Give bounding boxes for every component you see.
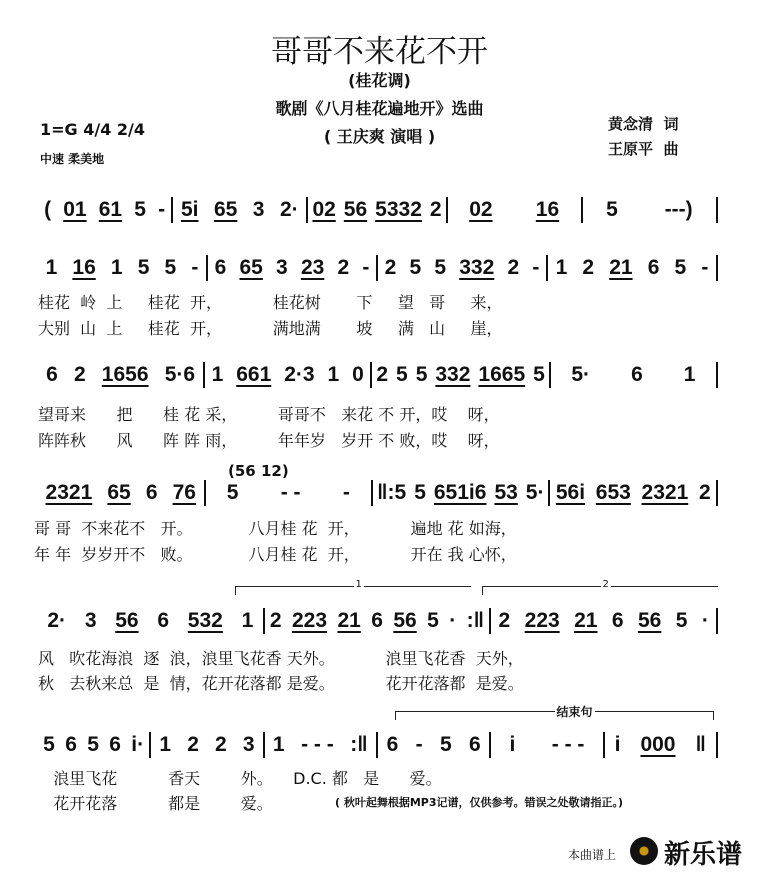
measure bbox=[205, 363, 370, 387]
measure bbox=[551, 363, 716, 387]
note: :‖ bbox=[350, 733, 368, 756]
note: i· bbox=[131, 733, 145, 756]
barline bbox=[716, 732, 718, 758]
note: - bbox=[532, 256, 540, 279]
measure bbox=[378, 733, 489, 757]
measure bbox=[173, 198, 306, 222]
note: 21 bbox=[609, 256, 633, 279]
measure bbox=[38, 198, 171, 222]
note: 2· bbox=[47, 609, 67, 632]
lyric-line: 桂花 岭 上 桂花 开， 桂花树 下 望 哥 来， bbox=[38, 293, 503, 312]
note: 223 bbox=[291, 609, 328, 632]
note: 56 bbox=[343, 198, 368, 221]
lyric-line: 哥 哥 不来花不 开。 八月桂 花 开， 遍地 花 如海， bbox=[34, 519, 517, 538]
note: 1665 bbox=[478, 363, 526, 386]
measure bbox=[308, 198, 445, 222]
note: 6 bbox=[647, 256, 660, 279]
note: 1656 bbox=[101, 363, 149, 386]
note: 61 bbox=[98, 198, 123, 221]
measure bbox=[378, 256, 546, 280]
lyric-line: 秋 去秋来总 是 情，花开花落都 是爱。 花开花落都 是爱。 bbox=[38, 674, 524, 693]
note: 1 bbox=[211, 363, 224, 386]
note: 2 bbox=[698, 481, 711, 504]
notation-row bbox=[38, 478, 718, 508]
note: 02 bbox=[312, 198, 336, 221]
measure bbox=[548, 256, 716, 280]
footer-prefix: 本曲谱上 bbox=[568, 848, 617, 862]
note: 6 bbox=[386, 733, 399, 756]
measure bbox=[372, 363, 549, 387]
ending-label: 结束句 bbox=[556, 705, 593, 719]
note: ( bbox=[44, 198, 52, 221]
measure bbox=[206, 481, 372, 505]
note: 2· bbox=[279, 198, 299, 221]
note: - - - bbox=[551, 733, 585, 756]
note: :‖ bbox=[466, 609, 485, 632]
note: 3 bbox=[252, 198, 265, 221]
note: 651i6 bbox=[433, 481, 487, 504]
note: 1 bbox=[159, 733, 172, 756]
note: 5 bbox=[606, 198, 618, 221]
lyric-line: 大别 山 上 桂花 开， 满地满 坡 满 山 崖， bbox=[38, 319, 503, 338]
note: 5· bbox=[525, 481, 545, 504]
measure bbox=[38, 256, 206, 280]
note: 5 bbox=[434, 256, 447, 279]
barline bbox=[716, 608, 718, 634]
note: - - - bbox=[301, 733, 334, 756]
note: 6 bbox=[65, 733, 77, 756]
note: 2321 bbox=[45, 481, 93, 504]
note: 21 bbox=[337, 609, 361, 632]
measure bbox=[38, 481, 204, 505]
note: 16 bbox=[535, 198, 560, 221]
measure bbox=[151, 733, 262, 757]
note: 2·3 bbox=[284, 363, 315, 386]
note: 01 bbox=[63, 198, 87, 221]
note: 1 bbox=[45, 256, 58, 279]
lyric-line: 阵阵秋 风 阵 阵 雨， 年年岁 岁开 不 败，哎 呀， bbox=[38, 431, 500, 450]
note: 2 bbox=[269, 609, 282, 632]
note: 2 bbox=[215, 733, 227, 756]
note: 65 bbox=[239, 256, 263, 279]
note: 532 bbox=[187, 609, 223, 632]
note: 5 bbox=[414, 481, 426, 504]
volta-2 bbox=[482, 579, 718, 595]
measure bbox=[605, 733, 716, 757]
ending-bracket bbox=[395, 705, 714, 720]
note: 6 bbox=[46, 363, 58, 386]
note: 5 bbox=[226, 481, 239, 504]
note: · bbox=[449, 609, 457, 632]
note: 6 bbox=[611, 609, 624, 632]
measure bbox=[38, 733, 149, 757]
notation-row bbox=[38, 195, 718, 225]
barline bbox=[716, 197, 718, 223]
transcriber-note: ( 秋叶起舞根据MP3记谱，仅供参考。错误之处敬请指正。) bbox=[335, 796, 624, 809]
measure bbox=[491, 609, 716, 633]
note: 5· bbox=[571, 363, 591, 386]
measure bbox=[265, 733, 376, 757]
note: 661 bbox=[236, 363, 272, 386]
volta-1 bbox=[235, 579, 471, 595]
note: 21 bbox=[574, 609, 598, 632]
note: 5 bbox=[164, 256, 177, 279]
note: i bbox=[509, 733, 516, 756]
note: 3 bbox=[242, 733, 255, 756]
measure bbox=[38, 363, 203, 387]
note: 5 bbox=[134, 198, 146, 221]
note: 02 bbox=[469, 198, 493, 221]
volta-label: 1 bbox=[355, 579, 362, 590]
note: 6 bbox=[371, 609, 383, 632]
volta-label: 2 bbox=[602, 579, 609, 590]
note: 23 bbox=[300, 256, 325, 279]
note: ‖ bbox=[695, 733, 706, 756]
note: 6 bbox=[145, 481, 158, 504]
key-signature: 1=G 4/4 2/4 bbox=[40, 120, 146, 139]
note: 5332 bbox=[375, 198, 422, 221]
note: 16 bbox=[72, 256, 96, 279]
measure bbox=[208, 256, 376, 280]
measure bbox=[583, 198, 716, 222]
note: 1 bbox=[110, 256, 123, 279]
note: 5 bbox=[415, 363, 428, 386]
note: ---) bbox=[664, 198, 693, 221]
note: - bbox=[701, 256, 709, 279]
grace-notes: (56 12) bbox=[228, 462, 289, 480]
source: 歌剧《八月桂花遍地开》选曲 bbox=[275, 99, 484, 118]
note: 5 bbox=[409, 256, 422, 279]
lyric-line: 风 吹花海浪 逐 浪，浪里飞花香 天外。 浪里飞花香 天外， bbox=[38, 649, 524, 668]
lyric-line: 望哥来 把 桂 花 采， 哥哥不 来花 不 开，哎 呀， bbox=[38, 405, 500, 424]
note: 5i bbox=[180, 198, 199, 221]
note: 6 bbox=[631, 363, 643, 386]
lyric-line: 年 年 岁岁开不 败。 八月桂 花 开， 开在 我 心怀， bbox=[34, 545, 517, 564]
note: 2 bbox=[384, 256, 397, 279]
measure bbox=[550, 481, 716, 505]
note: · bbox=[701, 609, 709, 632]
note: 5 bbox=[427, 609, 439, 632]
note: - bbox=[191, 256, 199, 279]
note: 000 bbox=[640, 733, 676, 756]
notation-row bbox=[38, 730, 718, 760]
note: 332 bbox=[435, 363, 471, 386]
note: 2 bbox=[187, 733, 199, 756]
note: 6 bbox=[468, 733, 481, 756]
note: 6 bbox=[157, 609, 170, 632]
note: 1 bbox=[327, 363, 340, 386]
note: 56i bbox=[555, 481, 586, 504]
vinyl-logo-icon bbox=[630, 837, 658, 865]
note: - bbox=[362, 256, 370, 279]
note: ‖:5 bbox=[377, 481, 407, 504]
note: 2 bbox=[429, 198, 442, 221]
measure bbox=[373, 481, 548, 505]
note: 1 bbox=[241, 609, 254, 632]
brand-logo[interactable]: 新乐谱 bbox=[664, 840, 743, 870]
note: 2 bbox=[582, 256, 595, 279]
note: 5 bbox=[396, 363, 408, 386]
note: 5 bbox=[533, 363, 545, 386]
note: 2 bbox=[507, 256, 520, 279]
note: 2 bbox=[73, 363, 86, 386]
note: 223 bbox=[524, 609, 560, 632]
note: 3 bbox=[276, 256, 288, 279]
note: 2 bbox=[376, 363, 388, 386]
barline bbox=[716, 362, 718, 388]
note: - bbox=[158, 198, 166, 221]
note: 5 bbox=[137, 256, 150, 279]
note: 5 bbox=[439, 733, 452, 756]
note: - bbox=[415, 733, 423, 756]
notation-row bbox=[38, 253, 718, 283]
note: 332 bbox=[459, 256, 495, 279]
note: i bbox=[614, 733, 621, 756]
note: 5·6 bbox=[164, 363, 196, 386]
note: 5 bbox=[675, 609, 688, 632]
measure bbox=[38, 609, 263, 633]
note: 5 bbox=[87, 733, 99, 756]
singer: ( 王庆爽 演唱 ) bbox=[323, 127, 436, 146]
note: 56 bbox=[637, 609, 662, 632]
measure bbox=[448, 198, 581, 222]
note: 5 bbox=[674, 256, 687, 279]
barline bbox=[716, 480, 718, 506]
lyricist: 黄念清 词 bbox=[608, 115, 679, 133]
note: 2 bbox=[498, 609, 511, 632]
note: 2321 bbox=[641, 481, 689, 504]
note: 653 bbox=[595, 481, 631, 504]
lyric-line: 花开花落 都是 爱。 bbox=[38, 794, 273, 813]
note: 2 bbox=[337, 256, 350, 279]
note: 6 bbox=[109, 733, 121, 756]
note: 1 bbox=[272, 733, 285, 756]
note: 0 bbox=[352, 363, 364, 386]
note: 53 bbox=[494, 481, 518, 504]
note: 76 bbox=[172, 481, 196, 504]
barline bbox=[716, 255, 718, 281]
lyric-line: 浪里飞花 香天 外。 D.C. 都 是 爱。 bbox=[38, 769, 442, 788]
note: - bbox=[342, 481, 350, 504]
composer: 王原平 曲 bbox=[608, 140, 679, 158]
note: 6 bbox=[214, 256, 227, 279]
note: 56 bbox=[393, 609, 417, 632]
note: 1 bbox=[555, 256, 568, 279]
note: 65 bbox=[213, 198, 238, 221]
note: 65 bbox=[107, 481, 131, 504]
notation-row bbox=[38, 360, 718, 390]
note: 56 bbox=[115, 609, 139, 632]
tempo: 中速 柔美地 bbox=[40, 152, 105, 166]
note: 3 bbox=[84, 609, 97, 632]
measure bbox=[491, 733, 602, 757]
note: - - bbox=[280, 481, 301, 504]
notation-row bbox=[38, 606, 718, 636]
subtitle: (桂花调) bbox=[348, 71, 411, 90]
note: 5 bbox=[43, 733, 55, 756]
note: 1 bbox=[683, 363, 696, 386]
song-title: 哥哥不来花不开 bbox=[271, 34, 488, 70]
measure bbox=[265, 609, 490, 633]
